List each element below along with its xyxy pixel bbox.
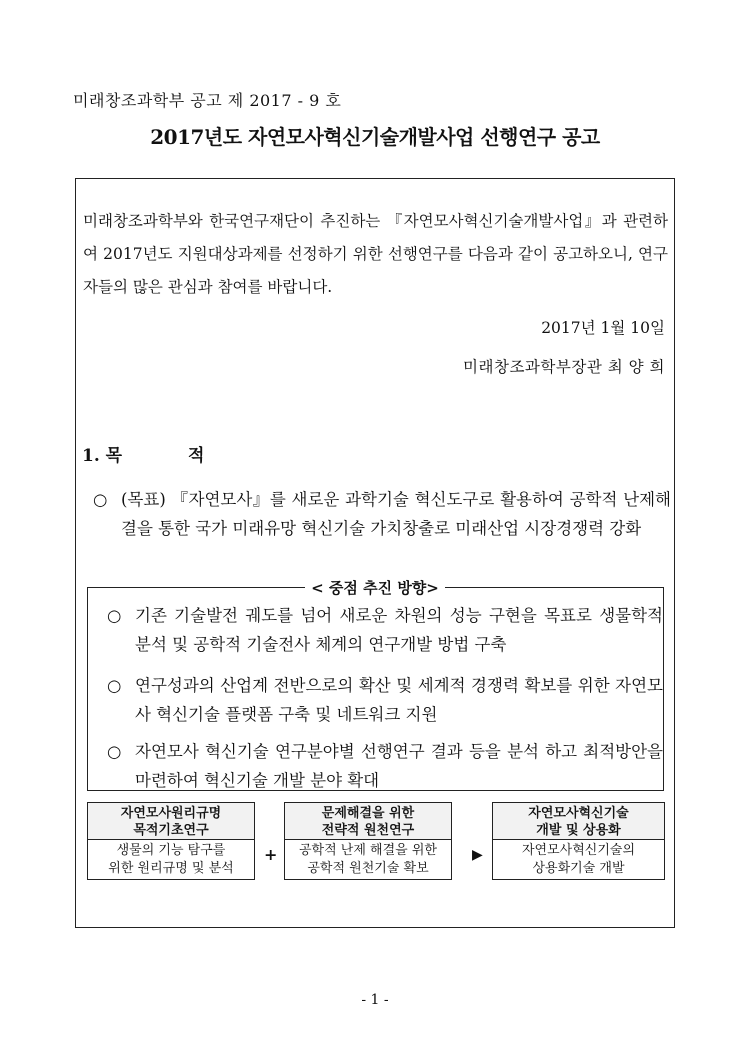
focus-item-text: 기존 기술발전 궤도를 넘어 새로운 차원의 성능 구현을 목표로 생물학적 분석 및 공학적 기술전사 체계의 연구개발 방법 구축 [135,606,663,654]
stage-head: 자연모사혁신기술 개발 및 상용화 [492,802,665,840]
page-number: - 1 - [361,992,389,1008]
focus-item-text: 연구성과의 산업계 전반으로의 확산 및 세계적 경쟁력 확보를 위한 자연모사 혁신기술 플랫폼 구축 및 네트워크 지원 [135,676,663,724]
focus-label: < 중점 추진 방향> [0,577,750,598]
notice-date: 2017년 1월 10일 [541,319,665,337]
focus-item-text: 자연모사 혁신기술 연구분야별 선행연구 결과 등을 분석 하고 최적방안을 마련하여 혁신기술 개발 분야 확대 [135,742,663,790]
stage-body: 자연모사혁신기술의 상용화기술 개발 [492,840,665,880]
plus-icon: + [264,845,278,864]
stage-body: 생물의 기능 탐구를 위한 원리규명 및 분석 [87,840,255,880]
circle-bullet-icon: ○ [107,742,122,761]
section-number: 1. [82,446,100,466]
stage-basic-research [87,802,255,880]
circle-bullet-icon: ○ [107,606,122,625]
signatory: 미래창조과학부장관 최 양 희 [463,358,665,376]
notice-number: 미래창조과학부 공고 제 2017 - 9 호 [73,91,342,110]
circle-bullet-icon: ○ [93,490,108,509]
stage-strategic-research [284,802,452,880]
stage-head: 문제해결을 위한 전략적 원천연구 [284,802,452,840]
intro-paragraph: 미래창조과학부와 한국연구재단이 추진하는 『자연모사혁신기술개발사업』과 관련하여 2017년도 지원대상과제를 선정하기 위한 선행연구를 다음과 같이 공고하오니, 연구자들의 많은 관심과 참여를 바랍니다. [83,212,668,296]
stage-head: 자연모사원리규명 목적기초연구 [87,802,255,840]
section-heading [82,441,234,466]
circle-bullet-icon: ○ [107,676,122,695]
arrow-right-icon: ▶ [472,847,483,863]
stage-commercialization [492,802,665,880]
document-title: 2017년도 자연모사혁신기술개발사업 선행연구 공고 [150,125,600,149]
section-title: 목 적 [105,446,235,466]
goal-text: (목표) 『자연모사』를 새로운 과학기술 혁신도구로 활용하여 공학적 난제해결을 통한 국가 미래유망 혁신기술 가치창출로 미래산업 시장경쟁력 강화 [121,490,671,538]
stage-body: 공학적 난제 해결을 위한 공학적 원천기술 확보 [284,840,452,880]
